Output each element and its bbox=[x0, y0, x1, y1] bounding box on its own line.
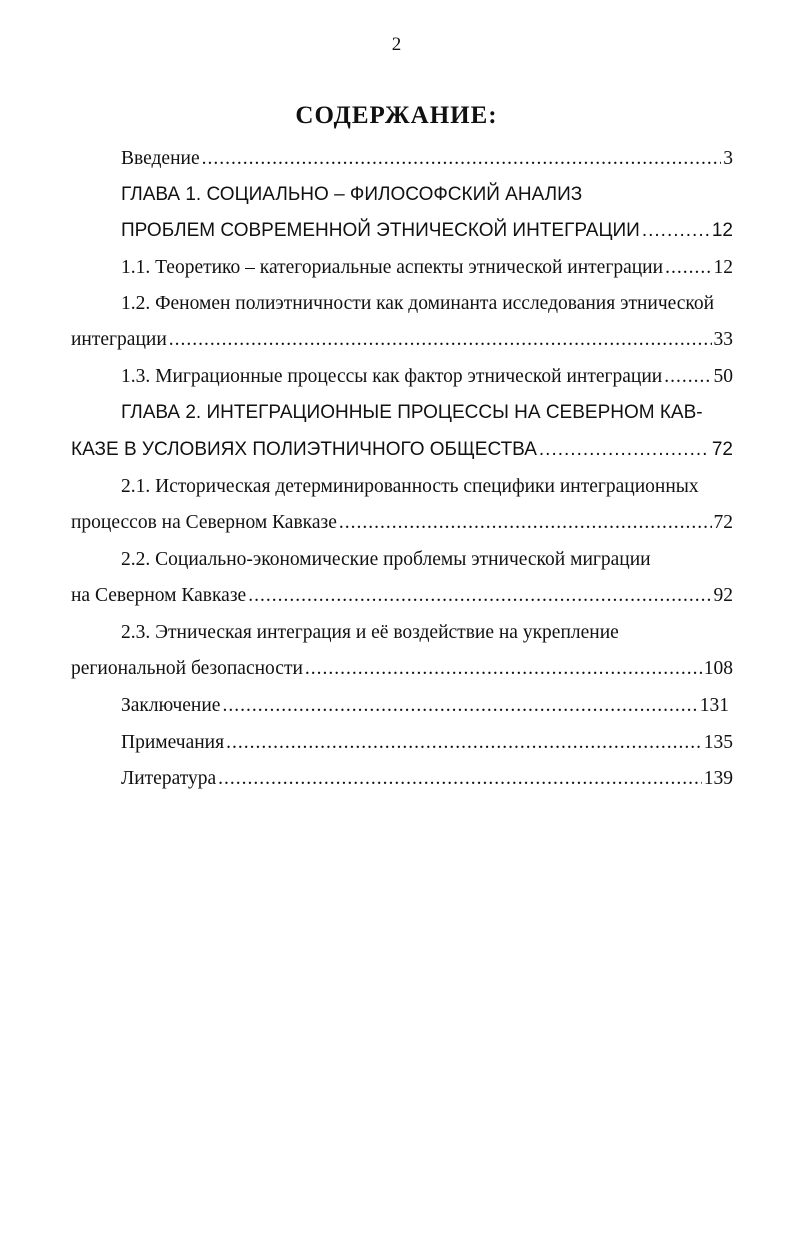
toc-entry-1-1 bbox=[121, 256, 733, 280]
toc-page-number: 50 bbox=[713, 366, 733, 387]
toc-entry-literature bbox=[121, 767, 733, 791]
dot-leader bbox=[305, 657, 702, 681]
toc-entry-label: 1.1. Теоретико – категориальные аспекты этнической интеграции bbox=[121, 257, 664, 278]
dot-leader bbox=[339, 511, 712, 535]
dot-leader bbox=[539, 438, 710, 462]
page-number: 2 bbox=[391, 34, 402, 55]
toc-entry-label: региональной безопасности bbox=[71, 658, 303, 679]
dot-leader bbox=[169, 328, 712, 352]
toc-entry-2-2-line2 bbox=[71, 584, 733, 608]
toc-chapter-1-line1: ГЛАВА 1. СОЦИАЛЬНО – ФИЛОСОФСКИЙ АНАЛИЗ bbox=[121, 184, 583, 205]
toc-entry-label: Введение bbox=[121, 148, 200, 169]
toc-entry-label: процессов на Северном Кавказе bbox=[71, 512, 337, 533]
toc-page-number: 12 bbox=[711, 220, 733, 241]
dot-leader bbox=[664, 365, 711, 389]
toc-chapter-2-line1: ГЛАВА 2. ИНТЕГРАЦИОННЫЕ ПРОЦЕССЫ НА СЕВЕРНОМ КАВ- bbox=[121, 402, 703, 423]
dot-leader bbox=[642, 219, 710, 243]
toc-entry-label: Заключение bbox=[121, 695, 221, 716]
toc-entry-2-1-line1: 2.1. Историческая детерминированность специфики интеграционных bbox=[121, 476, 699, 497]
toc-entry-1-2-line2 bbox=[71, 328, 733, 352]
toc-entry-1-2-line1: 1.2. Феномен полиэтничности как доминанта исследования этнической bbox=[121, 293, 715, 314]
toc-chapter-2-line2 bbox=[71, 438, 733, 462]
dot-leader bbox=[222, 694, 697, 718]
toc-entry-conclusion bbox=[121, 694, 729, 718]
toc-page-number: 12 bbox=[713, 257, 733, 278]
dot-leader bbox=[202, 147, 722, 171]
toc-page-number: 3 bbox=[723, 148, 733, 169]
toc-entry-label: 1.3. Миграционные процессы как фактор этнической интеграции bbox=[121, 366, 663, 387]
dot-leader bbox=[665, 256, 711, 280]
toc-entry-1-3 bbox=[121, 365, 733, 389]
toc-entry-label: ПРОБЛЕМ СОВРЕМЕННОЙ ЭТНИЧЕСКОЙ ИНТЕГРАЦИИ bbox=[121, 220, 640, 241]
toc-entry-2-2-line1: 2.2. Социально-экономические проблемы этнической миграции bbox=[121, 549, 651, 570]
toc-page-number: 108 bbox=[703, 658, 733, 679]
toc-page-number: 131 bbox=[699, 695, 729, 716]
toc-title: СОДЕРЖАНИЕ: bbox=[295, 102, 498, 129]
toc-page-number: 72 bbox=[711, 439, 733, 460]
dot-leader bbox=[226, 731, 702, 755]
toc-entry-label: КАЗЕ В УСЛОВИЯХ ПОЛИЭТНИЧНОГО ОБЩЕСТВА bbox=[71, 439, 537, 460]
dot-leader bbox=[248, 584, 711, 608]
toc-page-number: 135 bbox=[703, 732, 733, 753]
toc-entry-2-1-line2 bbox=[71, 511, 733, 535]
toc-entry-2-3-line1: 2.3. Этническая интеграция и её воздействие на укрепление bbox=[121, 622, 619, 643]
toc-entry-2-3-line2 bbox=[71, 657, 733, 681]
toc-entry-label: интеграции bbox=[71, 329, 167, 350]
toc-entry-label: на Северном Кавказе bbox=[71, 585, 247, 606]
toc-page-number: 72 bbox=[713, 512, 733, 533]
dot-leader bbox=[218, 767, 702, 791]
toc-entry-intro bbox=[121, 147, 733, 171]
toc-entry-notes bbox=[121, 731, 733, 755]
toc-page-number: 92 bbox=[713, 585, 733, 606]
toc-page-number: 33 bbox=[713, 329, 733, 350]
toc-chapter-1-line2 bbox=[121, 219, 733, 243]
toc-entry-label: Литература bbox=[121, 768, 217, 789]
toc-page-number: 139 bbox=[703, 768, 733, 789]
toc-entry-label: Примечания bbox=[121, 732, 225, 753]
